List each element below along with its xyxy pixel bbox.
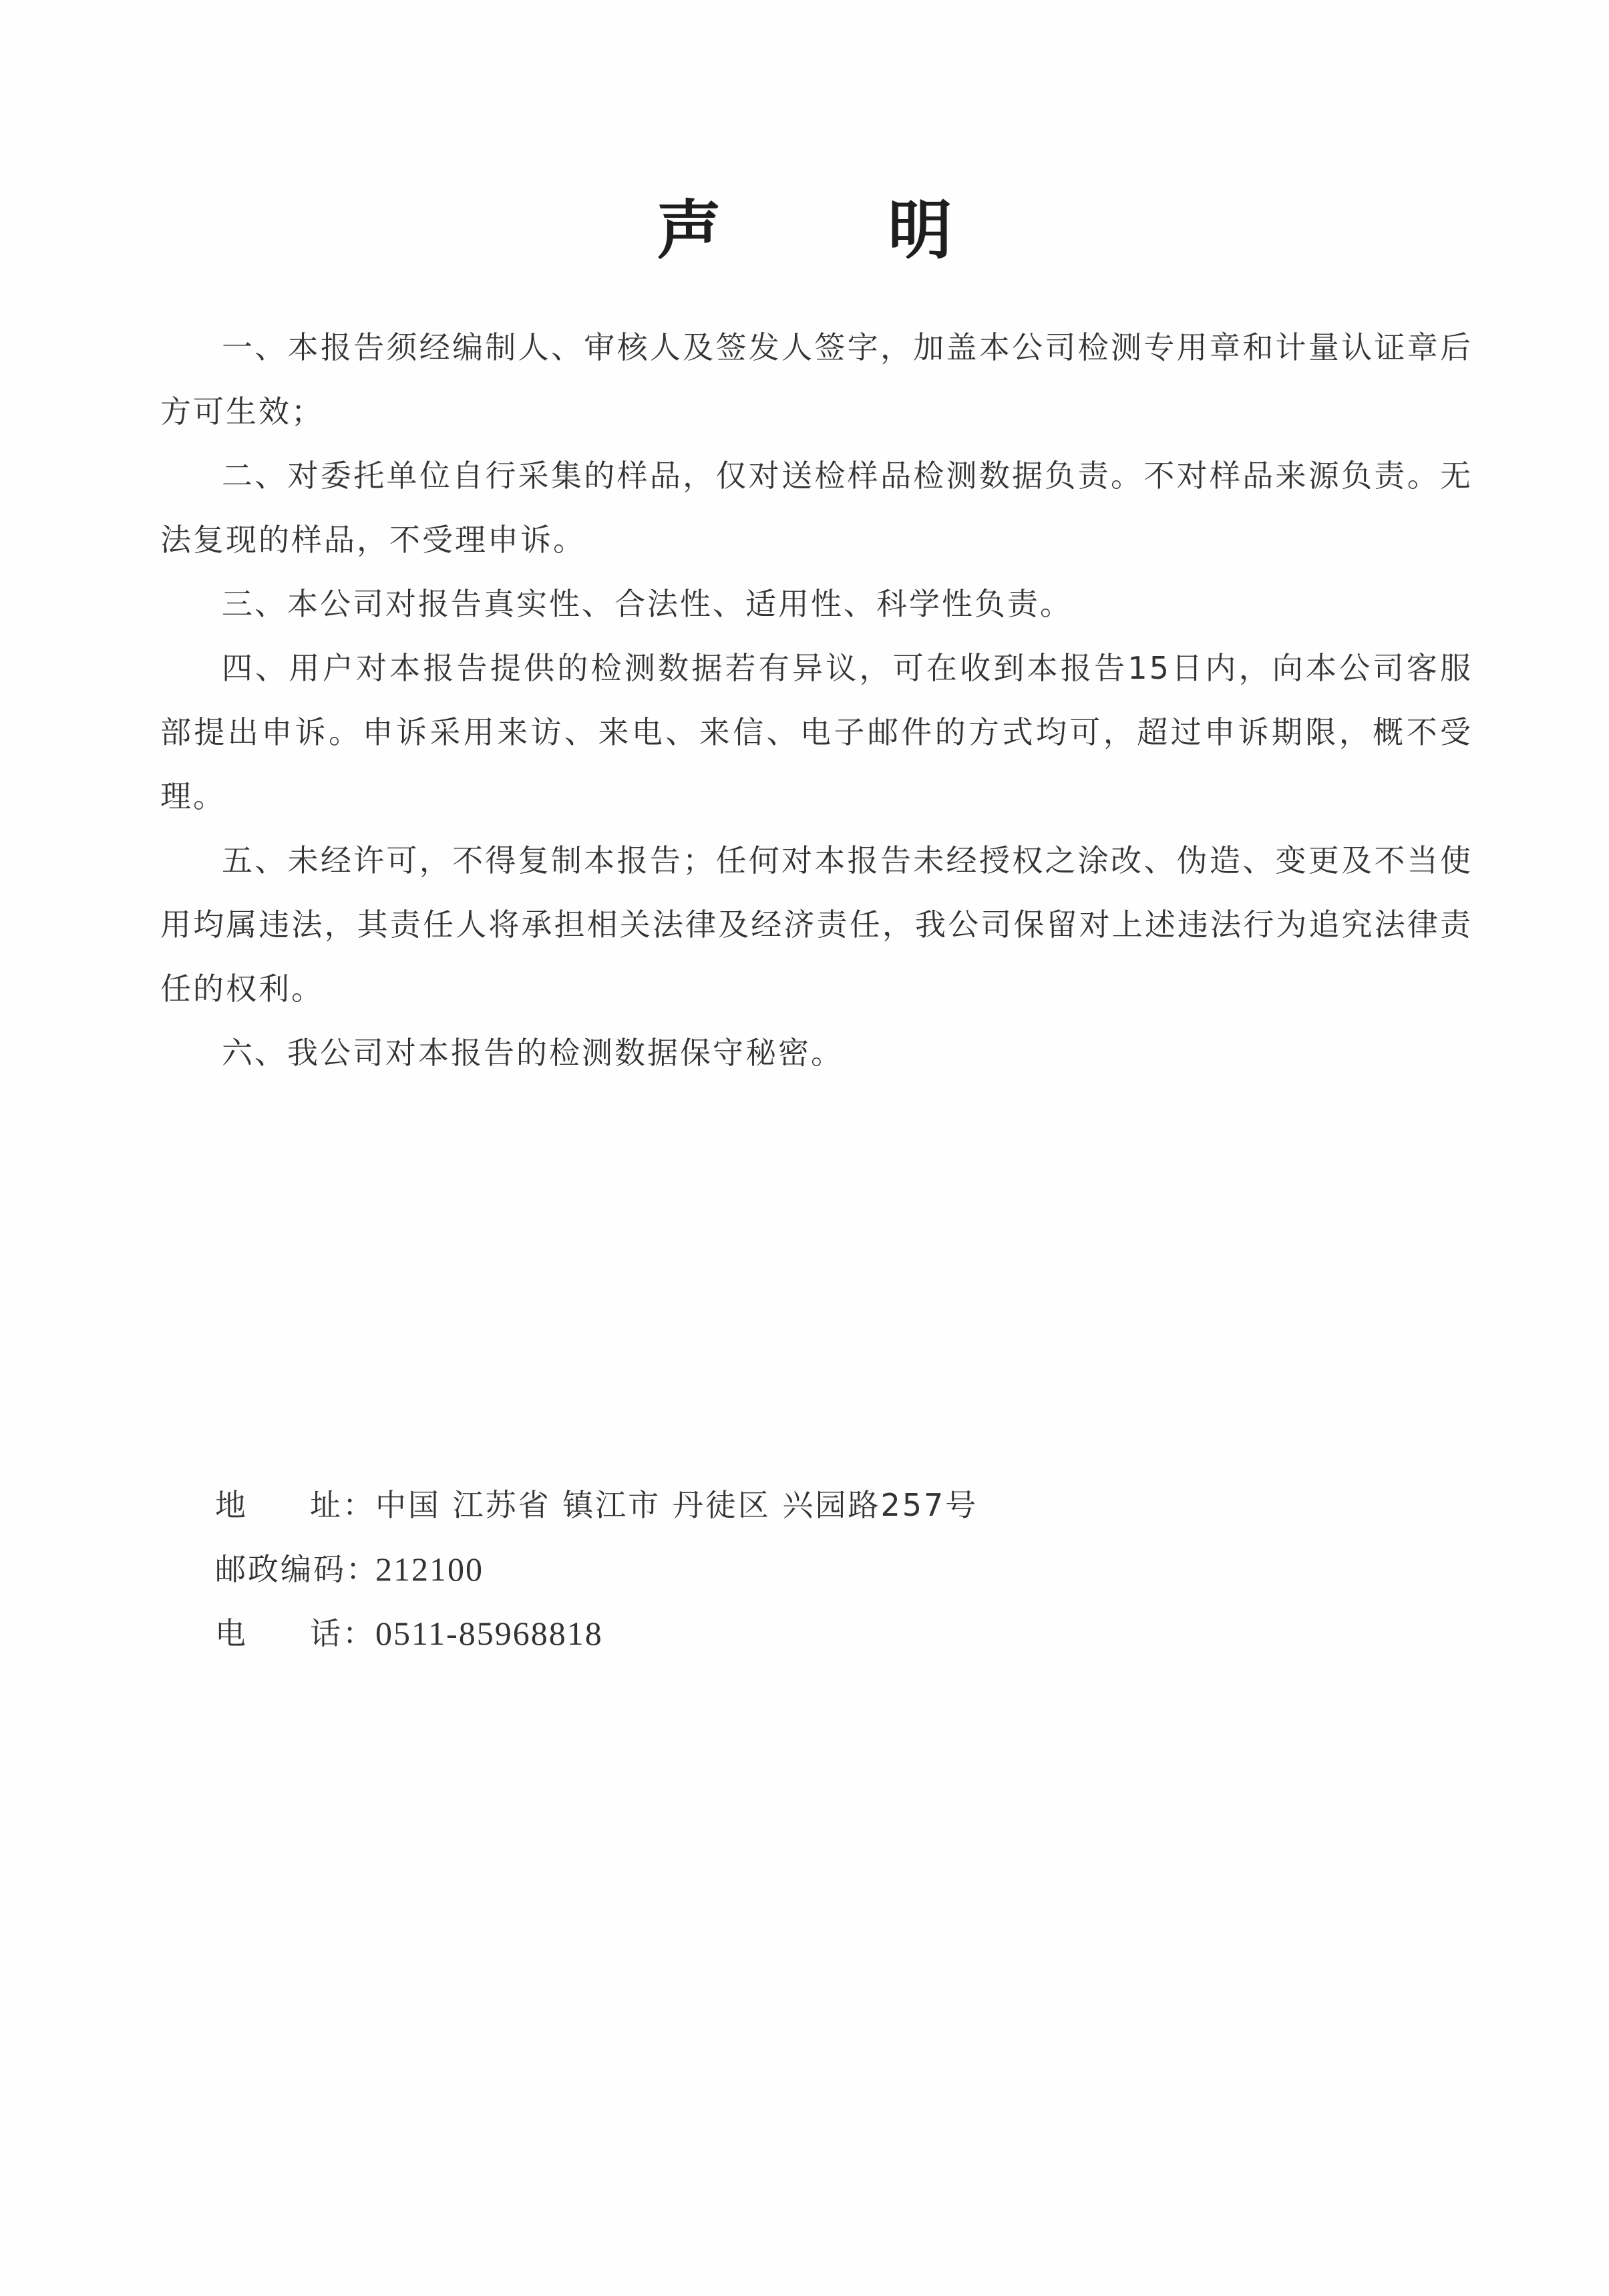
clause-5: 五、未经许可，不得复制本报告；任何对本报告未经授权之涂改、伪造、变更及不当使用均属违法，其责任人将承担相关法律及经济责任，我公司保留对上述违法行为追究法律责任的权利。 bbox=[160, 842, 1473, 1007]
postcode-row bbox=[215, 1537, 978, 1601]
clause-6: 六、我公司对本报告的检测数据保守秘密。 bbox=[222, 1035, 844, 1071]
address-label-part-1: 地 bbox=[215, 1487, 248, 1523]
title-char-2: 明 bbox=[888, 192, 952, 269]
title-char-1: 声 bbox=[657, 192, 721, 269]
declaration-clauses bbox=[160, 315, 1473, 1085]
clause-3: 三、本公司对报告真实性、合法性、适用性、科学性负责。 bbox=[222, 586, 1073, 622]
address-label bbox=[215, 1473, 375, 1537]
page-title bbox=[0, 180, 1609, 271]
contact-info bbox=[215, 1473, 978, 1665]
phone-label bbox=[215, 1601, 375, 1665]
phone-value bbox=[375, 1601, 603, 1666]
postcode-number: 212100 bbox=[375, 1550, 484, 1588]
phone-label-part-2: 话： bbox=[310, 1615, 375, 1651]
address-row bbox=[215, 1473, 978, 1537]
phone-number: 0511-85968818 bbox=[375, 1614, 603, 1652]
address-value: 中国 江苏省 镇江市 丹徒区 兴园路257号 bbox=[375, 1487, 978, 1523]
clause-4: 四、用户对本报告提供的检测数据若有异议，可在收到本报告15日内，向本公司客服部提出申诉。申诉采用来访、来电、来信、电子邮件的方式均可，超过申诉期限，概不受理。 bbox=[160, 650, 1473, 814]
postcode-label: 邮政编码： bbox=[215, 1551, 379, 1587]
clause-1: 一、本报告须经编制人、审核人及签发人签字，加盖本公司检测专用章和计量认证章后方可生效； bbox=[160, 329, 1473, 430]
phone-row bbox=[215, 1601, 978, 1665]
postcode-value bbox=[375, 1537, 484, 1602]
clause-2: 二、对委托单位自行采集的样品，仅对送检样品检测数据负责。不对样品来源负责。无法复现的样品，不受理申诉。 bbox=[160, 458, 1473, 558]
address-label-part-2: 址： bbox=[310, 1487, 375, 1523]
phone-label-part-1: 电 bbox=[215, 1615, 248, 1651]
